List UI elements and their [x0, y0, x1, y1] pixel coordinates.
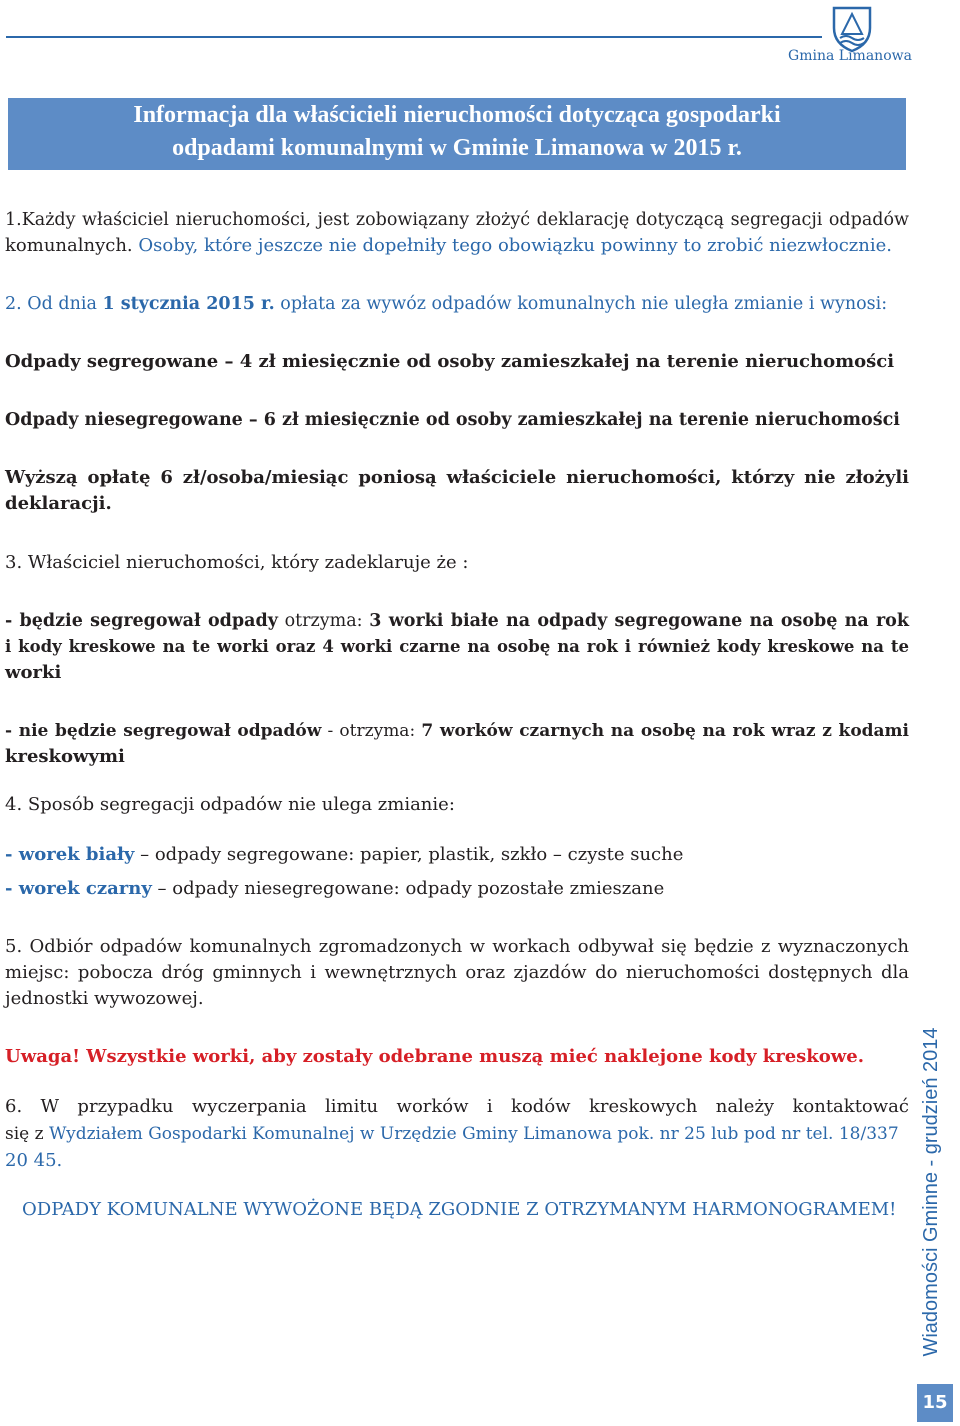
p3-s2-line-2: kreskowymi — [5, 746, 125, 767]
p1-highlight: Osoby, które jeszcze nie dopełniły tego obowiązku powinny to zrobić niezwłocznie. — [132, 235, 892, 256]
p1-line-2 — [5, 233, 909, 259]
title-line-1: Informacja dla właścicieli nieruchomości dotycząca gospodarki — [133, 102, 781, 128]
p1-line-1: 1.Każdy właściciel nieruchomości, jest zobowiązany złożyć deklarację dotyczącą segregacji odpadów — [5, 210, 909, 230]
p6-line-3: 20 45. — [5, 1150, 63, 1171]
warning-label: Uwaga! — [5, 1046, 81, 1067]
p3-s2-line-1 — [5, 718, 909, 744]
p2-prefix: 2. Od dnia — [5, 294, 103, 314]
fee-higher-line-1: Wyższą opłatę 6 zł/osoba/miesiąc poniosą właściciele nieruchomości, którzy nie złożyli — [5, 467, 909, 488]
warning-text: Wszystkie worki, aby zostały odebrane muszą mieć naklejone kody kreskowe. — [80, 1046, 864, 1067]
page-number: 15 — [917, 1384, 953, 1422]
p2-date: 1 stycznia 2015 r. — [102, 294, 275, 314]
p3-s1-line-3: worki — [5, 662, 62, 683]
fee-unsegregated: Odpady niesegregowane – 6 zł miesięcznie od osoby zamieszkałej na terenie nieruchomości — [5, 410, 900, 430]
p3-s1-line-2: i kody kreskowe na te worki oraz 4 worki czarne na osobę na rok i również kody kreskowe na te — [5, 637, 909, 656]
p2-rest: opłata za wywóz odpadów komunalnych nie uległa zmianie i wynosi: — [274, 294, 888, 314]
black-bag-desc: – odpady niesegregowane: odpady pozostałe zmieszane — [151, 878, 665, 899]
closing-notice: ODPADY KOMUNALNE WYWOŻONE BĘDĄ ZGODNIE Z OTRZYMANYM HARMONOGRAMEM! — [22, 1199, 897, 1220]
issue-sidebar: Wiadomości Gminne - grudzień 2014 — [920, 1027, 942, 1357]
title-line-2: odpadami komunalnymi w Gminie Limanowa w 2015 r. — [172, 135, 742, 161]
coat-of-arms-icon — [828, 4, 876, 54]
p2-line — [5, 291, 909, 317]
white-bag-label: - worek biały — [5, 844, 135, 865]
p3-s1-bold: 3 worki białe na odpady segregowane na osobę na rok — [369, 611, 909, 631]
fee-segregated: Odpady segregowane – 4 zł miesięcznie od osoby zamieszkałej na terenie nieruchomości — [5, 351, 895, 372]
p3-s1-mid: otrzyma: — [284, 611, 370, 631]
p1-text: komunalnych. — [5, 235, 133, 256]
warning-line — [5, 1044, 909, 1070]
p3-s1-lead: - będzie segregował odpady — [5, 611, 278, 631]
fee-higher-line-2: deklaracji. — [5, 493, 112, 514]
p6-prefix: się z — [5, 1124, 49, 1144]
p5-line-3: jednostki wywozowej. — [5, 988, 204, 1009]
p6-line-2 — [5, 1121, 909, 1147]
header-rule — [6, 36, 822, 38]
p6-line-1: 6. W przypadku wyczerpania limitu worków i kodów kreskowych należy kontaktować — [5, 1096, 909, 1117]
p3-intro: 3. Właściciel nieruchomości, który zadeklaruje że : — [5, 552, 469, 573]
brand-name: Gmina Limanowa — [788, 48, 912, 64]
p5-line-2: miejsc: pobocza dróg gminnych i wewnętrznych oraz zjazdów do nieruchomości dostępnych dla — [5, 962, 909, 983]
p3-s2-lead: - nie będzie segregował odpadów — [5, 721, 322, 741]
p4-black-bag — [5, 876, 909, 902]
p6-contact: Wydziałem Gospodarki Komunalnej w Urzędzie Gminy Limanowa pok. nr 25 lub pod nr tel. 18/337 — [49, 1124, 899, 1144]
p5-line-1: 5. Odbiór odpadów komunalnych zgromadzonych w workach odbywał się będzie z wyznaczonych — [5, 936, 909, 957]
p3-s1-line-1 — [5, 608, 909, 634]
p3-s2-bold: 7 worków czarnych na osobę na rok wraz z kodami — [421, 721, 910, 741]
black-bag-label: - worek czarny — [5, 878, 152, 899]
title-banner — [8, 98, 906, 170]
p3-s2-mid: - otrzyma: — [327, 721, 422, 741]
p4-white-bag — [5, 842, 909, 868]
p4-intro: 4. Sposób segregacji odpadów nie ulega zmianie: — [5, 794, 455, 815]
white-bag-desc: – odpady segregowane: papier, plastik, szkło – czyste suche — [134, 844, 684, 865]
